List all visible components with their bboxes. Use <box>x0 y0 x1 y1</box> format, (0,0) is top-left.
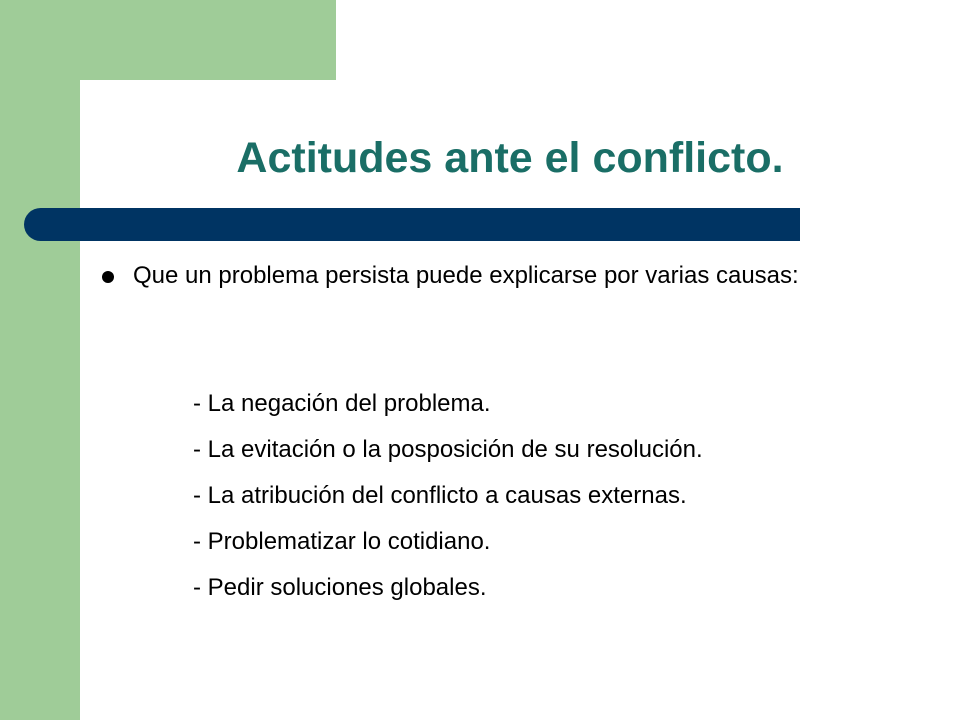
list-item: - La atribución del conflicto a causas externas. <box>193 482 687 509</box>
list-item: - Pedir soluciones globales. <box>193 574 487 601</box>
bullet-text: Que un problema persista puede explicarse por varias causas: <box>133 262 799 289</box>
bullet-item <box>102 260 842 292</box>
bullet-dot-icon <box>102 271 114 283</box>
list-item: - Problematizar lo cotidiano. <box>193 528 491 555</box>
slide-title: Actitudes ante el conflicto. <box>236 134 784 182</box>
list-item: - La evitación o la posposición de su resolución. <box>193 436 703 463</box>
list-item: - La negación del problema. <box>193 390 491 417</box>
title-underline-bar <box>24 208 800 241</box>
accent-bar-side <box>0 0 80 720</box>
causes-list <box>193 388 933 618</box>
